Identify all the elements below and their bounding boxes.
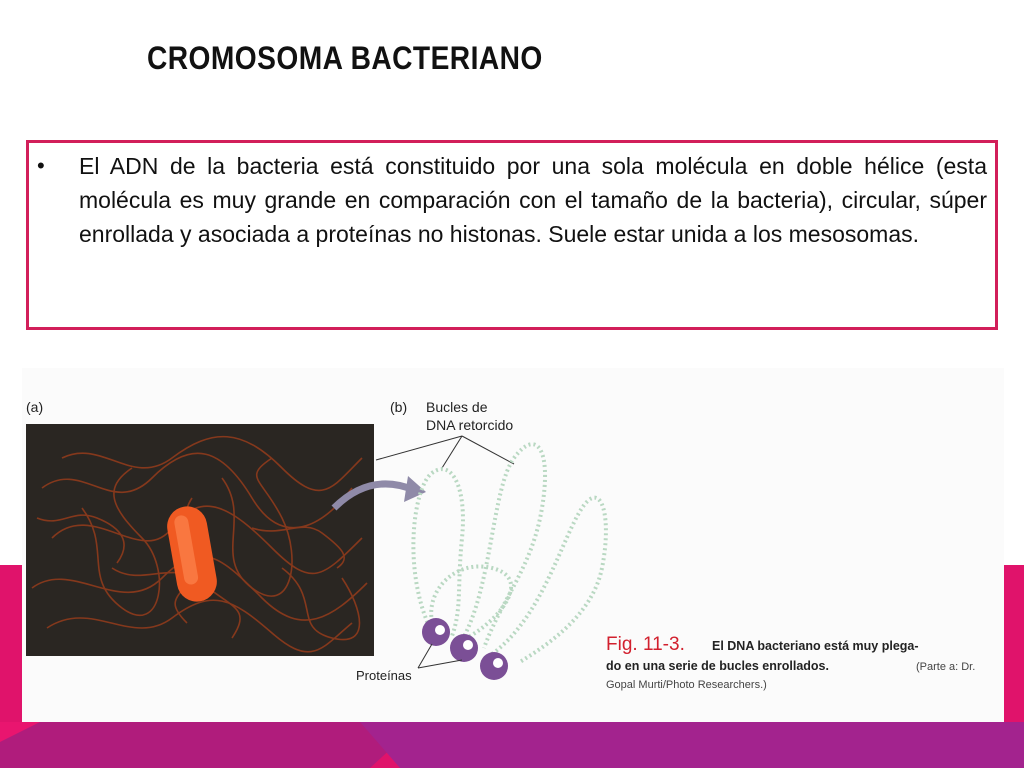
loops-label-pointers	[376, 436, 514, 468]
dna-figure-graphic	[22, 368, 1004, 722]
caption-fig-number: Fig. 11-3.	[606, 634, 685, 655]
protein-beads	[422, 618, 508, 680]
bullet-text-box	[26, 140, 998, 330]
bullet-paragraph: El ADN de la bacteria está constituido por una sola molécula en doble hélice (esta molécula es muy grande en comparación con el tamaño de la bacteria), circular, súper enrollada y asociada a proteínas no histonas. Suele estar unida a los mesosomas.	[79, 153, 987, 247]
bullet-marker: •	[37, 153, 45, 178]
loops-label-line1: Bucles de	[426, 399, 488, 415]
decorative-bottom-band	[0, 722, 1024, 768]
panel-b-label: (b)	[390, 399, 408, 415]
dna-figure	[22, 368, 1004, 722]
caption-line-1: El DNA bacteriano está muy plega-	[712, 639, 919, 653]
loops-label-line2: DNA retorcido	[426, 417, 514, 433]
proteins-label: Proteínas	[356, 668, 412, 683]
caption-credit-a: (Parte a: Dr.	[916, 661, 976, 673]
slide-title: CROMOSOMA BACTERIANO	[147, 40, 543, 76]
caption-line-2: do en una serie de bucles enrollados.	[606, 659, 829, 673]
caption-credit-b: Gopal Murti/Photo Researchers.)	[606, 679, 767, 691]
panel-a-label: (a)	[26, 399, 44, 415]
